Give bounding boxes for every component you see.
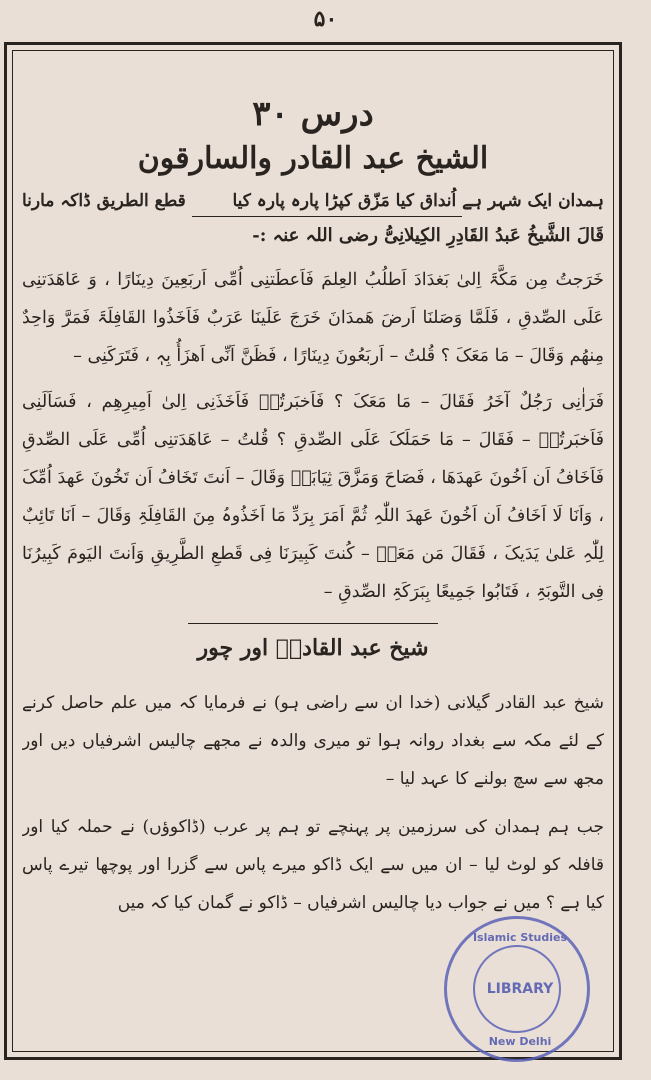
arabic-paragraph: خَرَجتُ مِن مَکَّۃَ اِلیٰ بَغدَادَ اَطلُبُ العِلمَ فَاَعطَتنِی اُمِّی اَربَعِینَ دِینَارًا ، وَ عَاھَدَتنِی عَلَی الصِّدقِ ، فَلَمَّا وَصَلنَا اَرضَ ھَمدَانَ خَرَجَ عَلَینَا عَرَبٌ فَاَخَذُوا القَافِلَۃَ فَمَرَّ وَاحِدٌ مِنھُم وَقَالَ – مَا مَعَکَ ؟ قُلتُ – اَربَعُونَ دِینَارًا ، فَظَنَّ اَنِّی اَھزَأُ بِہٖ ، فَتَرَکَنِی – <box>22 270 604 366</box>
library-stamp <box>444 916 590 1062</box>
stamp-bottom-text: New Delhi <box>488 1035 552 1048</box>
lesson-heading: درس ۳۰ <box>252 94 374 134</box>
vocabulary-line <box>22 186 604 216</box>
section-divider <box>22 623 604 624</box>
lesson-title: الشیخ عبد القادر والسارقون <box>137 141 489 176</box>
vocabulary-underline <box>192 216 462 217</box>
urdu-heading: شیخ عبد القادرؒ اور چور <box>197 635 429 661</box>
urdu-text <box>22 684 604 922</box>
urdu-paragraph: جب ہم ہمدان کی سرزمین پر پہنچے تو ہم پر عرب (ڈاکوؤں) نے حملہ کیا اور قافلہ کو لوٹ لیا – ان میں سے ایک ڈاکو میرے پاس سے گزرا اور پوچھا تیرے پاس کیا ہے ؟ میں نے جواب دیا چالیس اشرفیاں – ڈاکو نے گمان کیا کہ میں <box>22 817 604 913</box>
vocabulary-main: ہمدان ایک شہر ہے اُنداق کیا مَزّق کپڑا پارہ پارہ کیا <box>232 191 604 211</box>
arabic-paragraph: فَرَاٰنِی رَجُلٌ آخَرُ فَقَالَ – مَا مَعَکَ ؟ فَاَخبَرتُہٗ فَاَخَذَنِی اِلیٰ اَمِیرِھِم ، فَسَاَلَنِی فَاَخبَرتُہٗ – فَقَالَ – مَا حَمَلَکَ عَلَی الصِّدقِ ؟ قُلتُ – عَاھَدَتنِی اُمِّی عَلَی الصِّدقِ فَاَخَافُ اَن اَخُونَ عَھدَھَا ، فَصَاحَ وَمَزَّقَ ثِیَابَہٗ وَقَالَ – اَنتَ تَخَافُ اَن تَخُونَ عَھدَ اُمِّکَ ، وَاَنَا لَا اَخَافُ اَن اَخُونَ عَھدَ اللّٰہِ ثُمَّ اَمَرَ بِرَدِّ مَا اَخَذُوہُ مِنَ القَافِلَۃِ وَقَالَ – اَنَا تَائِبٌ لِلّٰہِ عَلیٰ یَدَیکَ ، فَقَالَ مَن مَعَہٗ – کُنتَ کَبِیرَنَا فِی قَطعِ الطَّرِیقِ وَاَنتَ الیَومَ کَبِیرُنَا فِی التَّوبَۃِ ، فَتَابُوا جَمِیعًا بِبَرَکَۃِ الصِّدقِ – <box>22 392 604 602</box>
page-content <box>22 92 604 1044</box>
arabic-text <box>22 261 604 611</box>
urdu-paragraph: شیخ عبد القادر گیلانی (خدا ان سے راضی ہو) نے فرمایا کہ میں علم حاصل کرنے کے لئے مکہ سے بغداد روانہ ہوا تو میری والدہ نے مجھے چالیس اشرفیاں دیں اور مجھ سے سچ بولنے کا عہد لیا – <box>22 693 604 789</box>
stamp-top-text: Islamic Studies <box>472 931 568 944</box>
stamp-middle-text: LIBRARY <box>486 981 554 997</box>
narration-intro: قَالَ الشَّیخُ عَبدُ القَادِرِ الکِیلانِیُّ رضی اللہ عنہ :- <box>252 225 604 246</box>
vocabulary-aside: قطع الطریق ڈاکہ مارنا <box>22 191 186 211</box>
page-number: ۵۰ <box>313 6 338 32</box>
